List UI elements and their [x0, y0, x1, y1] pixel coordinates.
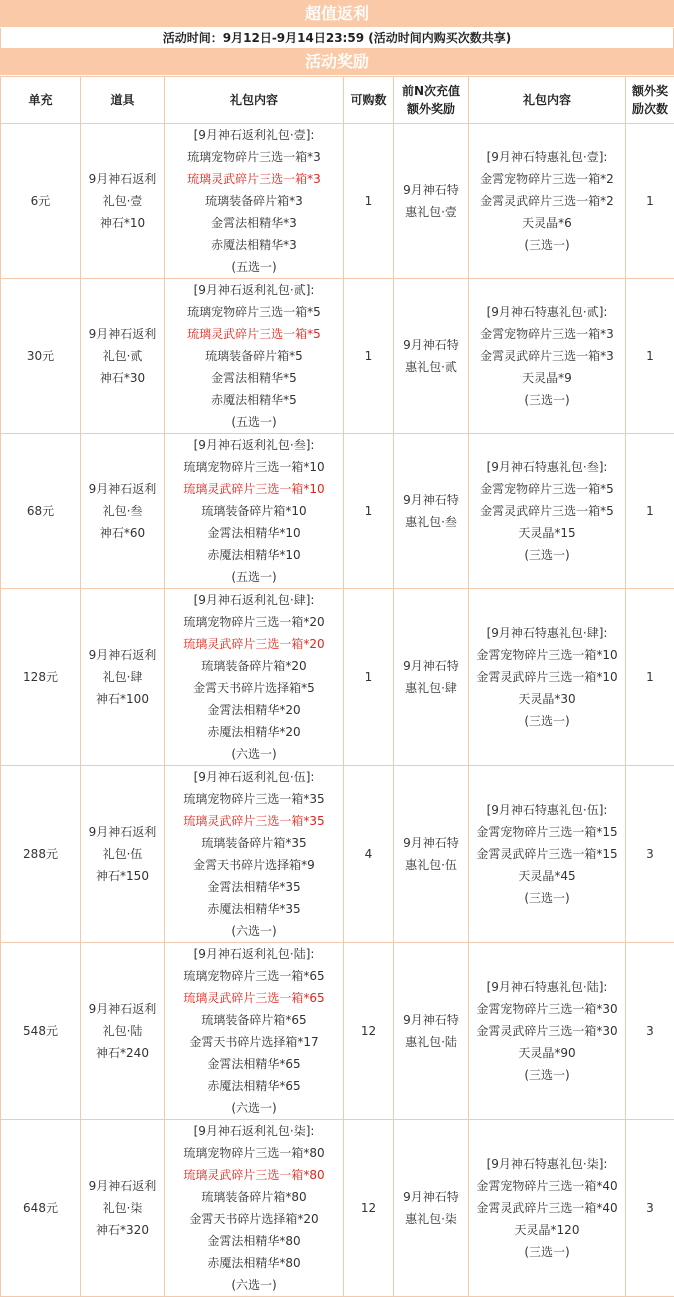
- col-header-bonus-pack: 礼包内容: [469, 77, 626, 124]
- extra-count-cell: 1: [626, 124, 674, 279]
- extra-count-cell: 1: [626, 279, 674, 434]
- item-cell: [81, 943, 165, 1120]
- bonus-pack-line: 金霄宠物碎片三选一箱*10: [469, 644, 625, 666]
- pack-cell: [165, 124, 344, 279]
- pack-line: 琉璃宠物碎片三选一箱*5: [165, 301, 343, 323]
- bonus-cell: [394, 589, 469, 766]
- pack-cell: [165, 766, 344, 943]
- pack-line: (六选一): [165, 1274, 343, 1296]
- pack-line: 金霄天书碎片选择箱*17: [165, 1031, 343, 1053]
- price-cell: 30元: [1, 279, 81, 434]
- bonus-pack-line: 金霄宠物碎片三选一箱*15: [469, 821, 625, 843]
- pack-line: 赤魇法相精华*35: [165, 898, 343, 920]
- bonus-cell: [394, 124, 469, 279]
- pack-line: 琉璃宠物碎片三选一箱*65: [165, 965, 343, 987]
- bonus-pack-line: (三选一): [469, 544, 625, 566]
- bonus-pack-line: 金霄灵武碎片三选一箱*10: [469, 666, 625, 688]
- bonus-pack-line: [9月神石特惠礼包·壹]:: [469, 146, 625, 168]
- bonus-pack-line: 金霄宠物碎片三选一箱*3: [469, 323, 625, 345]
- price-cell: 648元: [1, 1120, 81, 1297]
- item-cell: [81, 1120, 165, 1297]
- pack-line: (六选一): [165, 1097, 343, 1119]
- bonus-pack-line: [9月神石特惠礼包·肆]:: [469, 622, 625, 644]
- bonus-pack-line: (三选一): [469, 1064, 625, 1086]
- pack-line: [9月神石返利礼包·贰]:: [165, 279, 343, 301]
- pack-line: [9月神石返利礼包·柒]:: [165, 1120, 343, 1142]
- table-header-row: [1, 77, 674, 124]
- item-line: 礼包·伍: [81, 843, 164, 865]
- item-line: 9月神石返利: [81, 168, 164, 190]
- bonus-pack-cell: [469, 589, 626, 766]
- pack-line: 金霄法相精华*20: [165, 699, 343, 721]
- bonus-pack-line: 金霄灵武碎片三选一箱*15: [469, 843, 625, 865]
- table-row: [1, 766, 674, 943]
- pack-line: (五选一): [165, 256, 343, 278]
- pack-cell: [165, 1120, 344, 1297]
- item-line: 神石*150: [81, 865, 164, 887]
- pack-line: 琉璃宠物碎片三选一箱*3: [165, 146, 343, 168]
- bonus-pack-line: 金霄灵武碎片三选一箱*2: [469, 190, 625, 212]
- price-cell: 288元: [1, 766, 81, 943]
- item-line: 9月神石返利: [81, 821, 164, 843]
- pack-cell: [165, 279, 344, 434]
- item-cell: [81, 766, 165, 943]
- pack-line: 琉璃宠物碎片三选一箱*20: [165, 611, 343, 633]
- table-row: [1, 943, 674, 1120]
- price-cell: 6元: [1, 124, 81, 279]
- pack-line: 琉璃宠物碎片三选一箱*80: [165, 1142, 343, 1164]
- pack-line: 琉璃灵武碎片三选一箱*10: [165, 478, 343, 500]
- item-line: 礼包·贰: [81, 345, 164, 367]
- pack-cell: [165, 589, 344, 766]
- pack-line: 琉璃灵武碎片三选一箱*20: [165, 633, 343, 655]
- bonus-line: 惠礼包·肆: [394, 677, 468, 699]
- bonus-line: 9月神石特: [394, 832, 468, 854]
- bonus-line: 惠礼包·伍: [394, 854, 468, 876]
- pack-line: 金霄天书碎片选择箱*20: [165, 1208, 343, 1230]
- pack-line: (五选一): [165, 566, 343, 588]
- bonus-pack-line: 金霄宠物碎片三选一箱*30: [469, 998, 625, 1020]
- bonus-pack-cell: [469, 943, 626, 1120]
- item-cell: [81, 589, 165, 766]
- item-line: 神石*30: [81, 367, 164, 389]
- pack-line: 金霄天书碎片选择箱*9: [165, 854, 343, 876]
- pack-line: 赤魇法相精华*10: [165, 544, 343, 566]
- pack-line: 琉璃灵武碎片三选一箱*3: [165, 168, 343, 190]
- item-line: 礼包·陆: [81, 1020, 164, 1042]
- pack-line: 赤魇法相精华*80: [165, 1252, 343, 1274]
- item-line: 9月神石返利: [81, 323, 164, 345]
- bonus-pack-line: [9月神石特惠礼包·伍]:: [469, 799, 625, 821]
- bonus-pack-cell: [469, 124, 626, 279]
- bonus-line: 惠礼包·柒: [394, 1208, 468, 1230]
- bonus-pack-line: 天灵晶*45: [469, 865, 625, 887]
- col-header-extra-count: [626, 77, 674, 124]
- pack-line: [9月神石返利礼包·肆]:: [165, 589, 343, 611]
- bonus-cell: [394, 943, 469, 1120]
- limit-cell: 1: [344, 434, 394, 589]
- col-header-pack: 礼包内容: [165, 77, 344, 124]
- bonus-line: 惠礼包·壹: [394, 201, 468, 223]
- col-header-extra-line: 励次数: [626, 100, 674, 118]
- pack-line: 金霄法相精华*10: [165, 522, 343, 544]
- pack-line: 琉璃宠物碎片三选一箱*35: [165, 788, 343, 810]
- bonus-line: 9月神石特: [394, 1009, 468, 1031]
- extra-count-cell: 3: [626, 1120, 674, 1297]
- item-line: 9月神石返利: [81, 478, 164, 500]
- limit-cell: 12: [344, 943, 394, 1120]
- bonus-line: 9月神石特: [394, 489, 468, 511]
- item-line: 神石*60: [81, 522, 164, 544]
- limit-cell: 1: [344, 124, 394, 279]
- item-line: 神石*10: [81, 212, 164, 234]
- bonus-cell: [394, 766, 469, 943]
- limit-cell: 12: [344, 1120, 394, 1297]
- item-line: 礼包·叁: [81, 500, 164, 522]
- bonus-pack-line: [9月神石特惠礼包·柒]:: [469, 1153, 625, 1175]
- item-line: 神石*240: [81, 1042, 164, 1064]
- item-cell: [81, 124, 165, 279]
- col-header-item: 道具: [81, 77, 165, 124]
- bonus-pack-cell: [469, 434, 626, 589]
- extra-count-cell: 3: [626, 766, 674, 943]
- pack-line: 金霄法相精华*5: [165, 367, 343, 389]
- pack-line: 琉璃灵武碎片三选一箱*35: [165, 810, 343, 832]
- pack-line: 金霄法相精华*35: [165, 876, 343, 898]
- bonus-pack-cell: [469, 279, 626, 434]
- bonus-pack-line: 天灵晶*30: [469, 688, 625, 710]
- pack-line: 金霄天书碎片选择箱*5: [165, 677, 343, 699]
- item-line: 神石*320: [81, 1219, 164, 1241]
- table-row: [1, 279, 674, 434]
- pack-line: 琉璃装备碎片箱*20: [165, 655, 343, 677]
- pack-line: [9月神石返利礼包·叁]:: [165, 434, 343, 456]
- pack-line: [9月神石返利礼包·陆]:: [165, 943, 343, 965]
- table-row: [1, 1120, 674, 1297]
- bonus-line: 惠礼包·叁: [394, 511, 468, 533]
- bonus-pack-line: 金霄宠物碎片三选一箱*5: [469, 478, 625, 500]
- page-title: 超值返利: [0, 0, 674, 28]
- bonus-pack-line: 金霄灵武碎片三选一箱*3: [469, 345, 625, 367]
- item-line: 礼包·壹: [81, 190, 164, 212]
- item-line: 神石*100: [81, 688, 164, 710]
- extra-count-cell: 3: [626, 943, 674, 1120]
- pack-line: (六选一): [165, 743, 343, 765]
- bonus-pack-line: 金霄灵武碎片三选一箱*30: [469, 1020, 625, 1042]
- bonus-line: 惠礼包·贰: [394, 356, 468, 378]
- price-cell: 128元: [1, 589, 81, 766]
- bonus-pack-line: 天灵晶*90: [469, 1042, 625, 1064]
- bonus-pack-line: 天灵晶*120: [469, 1219, 625, 1241]
- event-time: 活动时间：9月12日-9月14日23:59 (活动时间内购买次数共享): [0, 28, 674, 48]
- pack-line: 琉璃装备碎片箱*65: [165, 1009, 343, 1031]
- pack-line: 金霄法相精华*65: [165, 1053, 343, 1075]
- bonus-pack-line: [9月神石特惠礼包·贰]:: [469, 301, 625, 323]
- bonus-pack-line: (三选一): [469, 887, 625, 909]
- pack-line: 琉璃灵武碎片三选一箱*65: [165, 987, 343, 1009]
- pack-line: 金霄法相精华*80: [165, 1230, 343, 1252]
- col-header-limit: 可购数: [344, 77, 394, 124]
- item-line: 9月神石返利: [81, 998, 164, 1020]
- bonus-pack-cell: [469, 1120, 626, 1297]
- item-line: 9月神石返利: [81, 644, 164, 666]
- bonus-cell: [394, 1120, 469, 1297]
- bonus-pack-line: (三选一): [469, 710, 625, 732]
- bonus-cell: [394, 434, 469, 589]
- bonus-pack-line: 金霄宠物碎片三选一箱*2: [469, 168, 625, 190]
- pack-line: 琉璃装备碎片箱*35: [165, 832, 343, 854]
- pack-line: 琉璃灵武碎片三选一箱*5: [165, 323, 343, 345]
- bonus-line: 9月神石特: [394, 1186, 468, 1208]
- bonus-pack-cell: [469, 766, 626, 943]
- limit-cell: 1: [344, 279, 394, 434]
- pack-line: (六选一): [165, 920, 343, 942]
- bonus-line: 9月神石特: [394, 655, 468, 677]
- pack-line: 琉璃装备碎片箱*5: [165, 345, 343, 367]
- col-header-bonus: [394, 77, 469, 124]
- pack-line: 赤魇法相精华*65: [165, 1075, 343, 1097]
- bonus-pack-line: 天灵晶*15: [469, 522, 625, 544]
- bonus-line: 9月神石特: [394, 334, 468, 356]
- bonus-pack-line: [9月神石特惠礼包·叁]:: [469, 456, 625, 478]
- item-cell: [81, 434, 165, 589]
- bonus-pack-line: 金霄灵武碎片三选一箱*5: [469, 500, 625, 522]
- bonus-pack-line: (三选一): [469, 234, 625, 256]
- reward-table: [0, 76, 674, 1297]
- pack-line: 琉璃宠物碎片三选一箱*10: [165, 456, 343, 478]
- extra-count-cell: 1: [626, 434, 674, 589]
- pack-line: 赤魇法相精华*3: [165, 234, 343, 256]
- item-line: 礼包·肆: [81, 666, 164, 688]
- bonus-cell: [394, 279, 469, 434]
- table-row: [1, 589, 674, 766]
- item-line: 礼包·柒: [81, 1197, 164, 1219]
- col-header-price: 单充: [1, 77, 81, 124]
- pack-line: 赤魇法相精华*20: [165, 721, 343, 743]
- pack-line: 金霄法相精华*3: [165, 212, 343, 234]
- bonus-pack-line: 金霄宠物碎片三选一箱*40: [469, 1175, 625, 1197]
- reward-section-title: 活动奖励: [0, 48, 674, 76]
- pack-line: [9月神石返利礼包·壹]:: [165, 124, 343, 146]
- price-cell: 548元: [1, 943, 81, 1120]
- pack-cell: [165, 943, 344, 1120]
- pack-line: (五选一): [165, 411, 343, 433]
- pack-line: 赤魇法相精华*5: [165, 389, 343, 411]
- price-cell: 68元: [1, 434, 81, 589]
- limit-cell: 4: [344, 766, 394, 943]
- item-line: 9月神石返利: [81, 1175, 164, 1197]
- table-body: [1, 124, 674, 1297]
- pack-line: [9月神石返利礼包·伍]:: [165, 766, 343, 788]
- col-header-bonus-line: 额外奖励: [394, 100, 468, 118]
- pack-line: 琉璃灵武碎片三选一箱*80: [165, 1164, 343, 1186]
- bonus-pack-line: 天灵晶*6: [469, 212, 625, 234]
- bonus-pack-line: 天灵晶*9: [469, 367, 625, 389]
- bonus-line: 9月神石特: [394, 179, 468, 201]
- pack-cell: [165, 434, 344, 589]
- limit-cell: 1: [344, 589, 394, 766]
- item-cell: [81, 279, 165, 434]
- table-row: [1, 124, 674, 279]
- extra-count-cell: 1: [626, 589, 674, 766]
- table-row: [1, 434, 674, 589]
- pack-line: 琉璃装备碎片箱*80: [165, 1186, 343, 1208]
- col-header-bonus-line: 前N次充值: [394, 82, 468, 100]
- pack-line: 琉璃装备碎片箱*10: [165, 500, 343, 522]
- bonus-pack-line: (三选一): [469, 389, 625, 411]
- bonus-pack-line: 金霄灵武碎片三选一箱*40: [469, 1197, 625, 1219]
- col-header-extra-line: 额外奖: [626, 82, 674, 100]
- bonus-pack-line: (三选一): [469, 1241, 625, 1263]
- bonus-line: 惠礼包·陆: [394, 1031, 468, 1053]
- pack-line: 琉璃装备碎片箱*3: [165, 190, 343, 212]
- bonus-pack-line: [9月神石特惠礼包·陆]:: [469, 976, 625, 998]
